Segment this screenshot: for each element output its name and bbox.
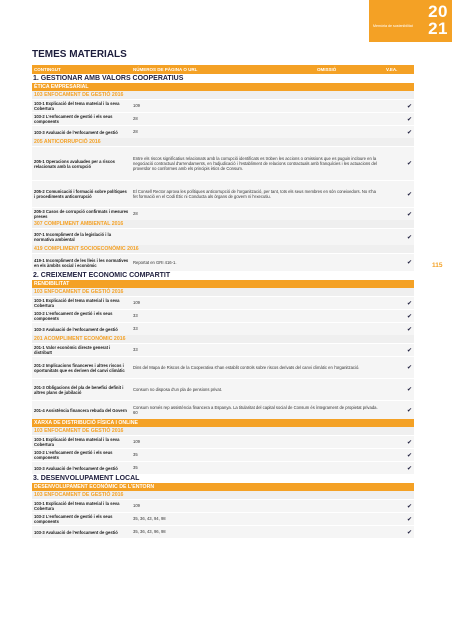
gri-content-table xyxy=(32,65,414,538)
table-row xyxy=(32,343,414,356)
row-disclosure: 103-3 Avaluació de l'enfocament de gestió xyxy=(34,129,118,135)
check-icon: ✔ xyxy=(406,529,412,536)
check-icon: ✔ xyxy=(406,116,412,123)
header-omission: OMISSIÓ xyxy=(317,67,337,72)
row-disclosure: 201-1 Valor econòmic directe generat i distribuït xyxy=(34,345,111,355)
check-icon: ✔ xyxy=(406,211,412,218)
table-row xyxy=(32,461,414,474)
check-icon: ✔ xyxy=(406,439,412,446)
table-row xyxy=(32,146,414,180)
check-icon: ✔ xyxy=(406,313,412,320)
row-page-reference: Entre els riscos significatius relacionats amb la corrupció identificats es troben les accions o omissions que es puguin incloure en la negociació contractual d'arrendaments, en l'adjudicació i l'establiment de relacions contractuals amb franquícies i les actuacions del proveïdor no conformes amb els principis ètics de Consum. xyxy=(133,155,378,172)
check-icon: ✔ xyxy=(406,300,412,307)
table-row xyxy=(32,207,414,220)
standard-bar: 201 ACOMPLIMENT ECONÒMIC 2016 xyxy=(32,335,414,343)
row-page-reference: 35, 36, 43, 96, 98 xyxy=(133,529,166,535)
row-page-reference: 35 xyxy=(133,465,138,471)
check-icon: ✔ xyxy=(406,191,412,198)
row-page-reference: 109 xyxy=(133,300,140,306)
standard-bar: 103 ENFOCAMENT DE GESTIÓ 2016 xyxy=(32,427,414,435)
table-row xyxy=(32,309,414,322)
row-disclosure: 103-1 Explicació del tema material i la seva Cobertura xyxy=(34,101,120,111)
table-row xyxy=(32,228,414,245)
row-disclosure: 201-3 Obligacions del pla de benefici definit i altres plans de jubilació xyxy=(34,384,124,395)
check-icon: ✔ xyxy=(406,516,412,523)
table-row xyxy=(32,253,414,271)
table-row xyxy=(32,180,414,207)
check-icon: ✔ xyxy=(406,465,412,472)
table-row xyxy=(32,296,414,309)
check-icon: ✔ xyxy=(406,503,412,510)
row-page-reference: 33 xyxy=(133,326,138,332)
subsection-bar: ÈTICA EMPRESARIAL xyxy=(32,83,414,91)
table-row xyxy=(32,99,414,112)
standard-bar: 103 ENFOCAMENT DE GESTIÓ 2016 xyxy=(32,491,414,499)
table-row xyxy=(32,378,414,400)
row-disclosure: 201-2 Implicacions financeres i altres riscos i oportunitats que es deriven del canvi climàtic xyxy=(34,362,125,373)
row-disclosure: 103-3 Avaluació de l'enfocament de gestió xyxy=(34,326,118,332)
row-page-reference xyxy=(131,236,383,238)
row-page-reference: 109 xyxy=(133,103,140,109)
subsection-bar: DESENVOLUPAMENT ECONÒMIC DE L'ENTORN xyxy=(32,483,414,491)
table-row xyxy=(32,400,414,419)
header-page-numbers: NÚMEROS DE PÀGINA O URL xyxy=(133,67,198,72)
row-page-reference: 28 xyxy=(133,211,138,217)
row-disclosure: 307-1 Incompliment de la legislació i la normativa ambiental xyxy=(34,232,112,242)
table-row xyxy=(32,499,414,512)
row-page-reference: 28 xyxy=(133,116,138,122)
row-page-reference: 109 xyxy=(133,503,140,509)
row-page-reference: El Consell Rector aprova les polítiques anticorrupció de l'organització, per tant, tots els seus membres en són coneixedors. No s'ha fet formació en el Codi Ètic ni Conducta als òrgans de govern ni l'executiu. xyxy=(133,188,376,199)
row-page-reference: Reportat en GRI 416-1. xyxy=(133,259,177,265)
row-page-reference: Dins del Mapa de Riscos de la Cooperativa s'han establit controls sobre riscos derivats del canvi climàtic en l'organització. xyxy=(133,364,360,370)
row-disclosure: 205-3 Casos de corrupció confirmats i mesures preses xyxy=(34,209,129,219)
section-heading: 1. GESTIONAR AMB VALORS COOPERATIUS xyxy=(33,75,184,82)
table-row xyxy=(32,435,414,448)
logo-year-top: 20 xyxy=(428,2,448,21)
row-disclosure: 103-1 Explicació del tema material i la seva Cobertura xyxy=(34,437,120,447)
row-disclosure: 103-1 Explicació del tema material i la seva Cobertura xyxy=(34,298,120,308)
row-page-reference: Consum no disposa d'un pla de pensions privat. xyxy=(133,386,223,392)
row-page-reference: Consum només rep assistència financera a Espanya. La titularitat del capital social de Consum és íntegrament de propietat privada. 60 xyxy=(133,404,378,415)
check-icon: ✔ xyxy=(406,452,412,459)
subsection-bar: XARXA DE DISTRIBUCIÓ FÍSICA I ONLINE xyxy=(32,419,414,427)
check-icon: ✔ xyxy=(406,234,412,241)
table-body xyxy=(32,74,414,538)
standard-bar: 103 ENFOCAMENT DE GESTIÓ 2016 xyxy=(32,91,414,99)
row-disclosure: 103-3 Avaluació de l'enfocament de gestió xyxy=(34,529,118,535)
check-icon: ✔ xyxy=(406,347,412,354)
check-icon: ✔ xyxy=(406,326,412,333)
table-row xyxy=(32,356,414,378)
check-icon: ✔ xyxy=(406,161,412,167)
row-page-reference: 35, 36, 43, 94, 98 xyxy=(133,516,166,522)
table-header xyxy=(32,65,414,74)
row-disclosure: 103-3 Avaluació de l'enfocament de gestió xyxy=(34,465,118,471)
table-row xyxy=(32,448,414,461)
row-disclosure: 103-2 L'enfocament de gestió i els seus components xyxy=(34,514,113,524)
row-page-reference: 28 xyxy=(133,129,138,135)
row-disclosure: 419-1 Incompliment de les lleis i les normatives en els àmbits social i econòmic xyxy=(34,257,129,268)
header-verification: V.EA. xyxy=(386,67,398,72)
row-disclosure: 201-4 Assistència financera rebuda del Govern xyxy=(34,407,127,413)
standard-bar: 419 COMPLIMENT SOCIOECONÒMIC 2016 xyxy=(32,245,414,253)
logo-tagline: Memòria de sostenibilitat xyxy=(373,24,413,28)
standard-bar: 307 COMPLIMENT AMBIENTAL 2016 xyxy=(32,220,414,228)
check-icon: ✔ xyxy=(406,365,412,371)
check-icon: ✔ xyxy=(406,387,412,393)
row-disclosure: 205-2 Comunicació i formació sobre polítiques i procediments anticorrupció xyxy=(34,189,127,199)
table-row xyxy=(32,112,414,125)
row-disclosure: 103-2 L'enfocament de gestió i els seus components xyxy=(34,311,113,321)
section-heading: 2. CREIXEMENT ECONÒMIC COMPARTIT xyxy=(33,272,171,279)
table-row xyxy=(32,322,414,335)
logo-year-bottom: 21 xyxy=(428,19,448,38)
table-row xyxy=(32,125,414,138)
check-icon: ✔ xyxy=(406,129,412,136)
row-page-reference: 109 xyxy=(133,439,140,445)
section-heading: 3. DESENVOLUPAMENT LOCAL xyxy=(33,475,140,482)
standard-bar: 103 ENFOCAMENT DE GESTIÓ 2016 xyxy=(32,288,414,296)
page-number: 115 xyxy=(432,262,443,269)
row-disclosure: 103-1 Explicació del tema material i la seva Cobertura xyxy=(34,501,120,511)
subsection-bar: RENDIBILITAT xyxy=(32,280,414,288)
row-page-reference: 35 xyxy=(133,452,138,458)
check-icon: ✔ xyxy=(406,260,412,266)
report-logo xyxy=(369,0,452,42)
row-disclosure: 205-1 Operacions avaluades per a riscos relacionats amb la corrupció xyxy=(34,158,116,169)
check-icon: ✔ xyxy=(406,103,412,110)
logo-year xyxy=(428,3,448,37)
standard-bar: 205 ANTICORRUPCIÓ 2016 xyxy=(32,138,414,146)
row-disclosure: 103-2 L'enfocament de gestió i els seus components xyxy=(34,450,113,460)
table-row xyxy=(32,512,414,525)
page-title: TEMES MATERIALS xyxy=(32,49,127,60)
row-page-reference: 33 xyxy=(133,313,138,319)
row-page-reference: 33 xyxy=(133,347,138,353)
header-content: CONTINGUT xyxy=(34,67,61,72)
check-icon: ✔ xyxy=(406,407,412,414)
table-row xyxy=(32,525,414,538)
row-disclosure: 103-2 L'enfocament de gestió i els seus components xyxy=(34,114,113,124)
